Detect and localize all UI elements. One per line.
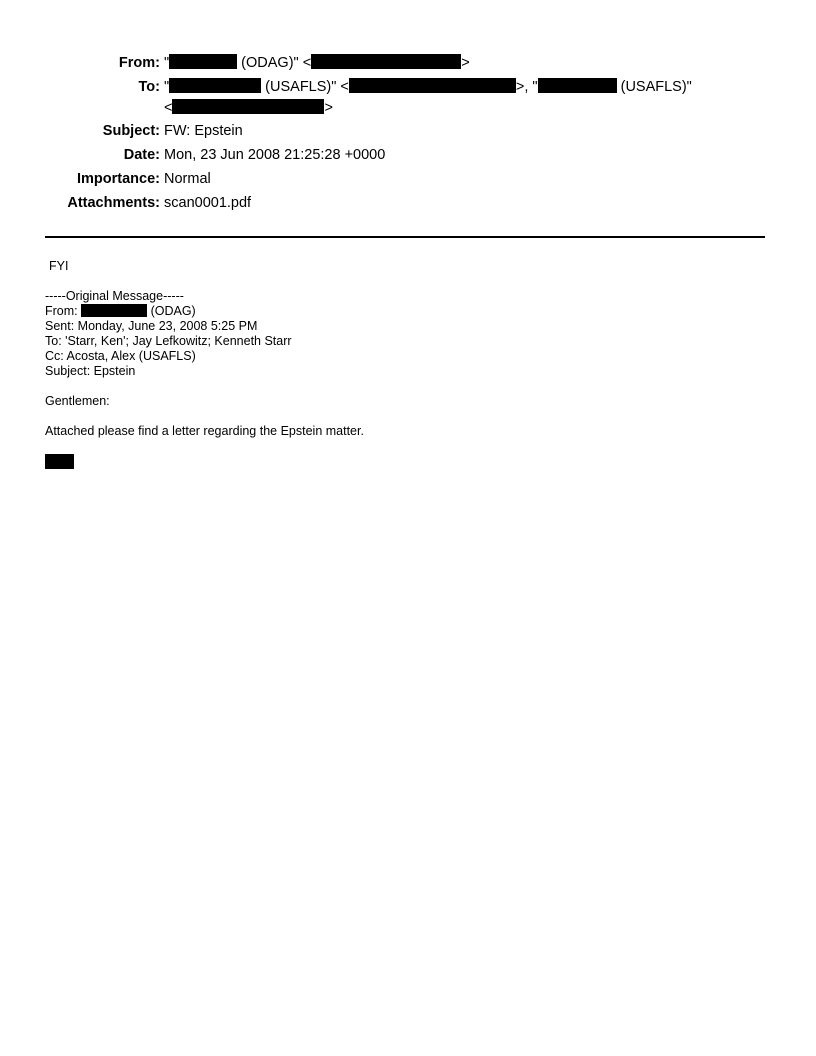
- original-from-suffix: (ODAG): [147, 304, 196, 318]
- to-open-quote: ": [164, 79, 170, 95]
- to-org-2: (USAFLS)": [616, 79, 692, 95]
- redaction-box: [311, 54, 461, 69]
- from-open-quote: ": [164, 55, 170, 71]
- subject-value: FW: Epstein: [164, 123, 243, 139]
- from-close: >: [461, 55, 470, 71]
- to-separator: >, ": [515, 79, 538, 95]
- redaction-box: [169, 54, 237, 69]
- to-line2-open: <: [164, 100, 173, 116]
- original-from-prefix: From:: [45, 304, 82, 318]
- attachment-file[interactable]: scan0001.pdf: [164, 195, 252, 211]
- importance-label: Importance:: [77, 171, 160, 187]
- to-row-continued: [0, 98, 816, 118]
- attachments-label: Attachments:: [67, 195, 160, 211]
- message-text: Attached please find a letter regarding the Epstein matter.: [45, 424, 364, 438]
- from-row: [0, 53, 816, 73]
- redaction-box: [81, 304, 147, 317]
- to-value: [164, 77, 692, 97]
- redaction-box: [538, 78, 617, 93]
- redaction-box: [349, 78, 516, 93]
- greeting: Gentlemen:: [45, 394, 110, 408]
- redaction-box: [172, 99, 324, 114]
- to-org-1: (USAFLS)" <: [261, 79, 349, 95]
- from-label: From:: [118, 55, 160, 71]
- original-message-marker: -----Original Message-----: [45, 289, 184, 303]
- subject-row: [0, 121, 816, 141]
- from-org: (ODAG)" <: [237, 55, 312, 71]
- redaction-box: [169, 78, 261, 93]
- signature-redaction: [45, 454, 74, 469]
- date-value: Mon, 23 Jun 2008 21:25:28 +0000: [164, 147, 386, 163]
- importance-value: Normal: [164, 171, 211, 187]
- original-sent: Sent: Monday, June 23, 2008 5:25 PM: [45, 319, 258, 333]
- to-row: [0, 77, 816, 97]
- subject-label: Subject:: [102, 123, 160, 139]
- original-cc: Cc: Acosta, Alex (USAFLS): [45, 349, 196, 363]
- original-from: [45, 304, 196, 319]
- original-to: To: 'Starr, Ken'; Jay Lefkowitz; Kenneth Starr: [45, 334, 292, 348]
- original-subject: Subject: Epstein: [45, 364, 136, 378]
- from-value: [164, 53, 470, 73]
- to-value-continued: [164, 98, 333, 118]
- to-label: To:: [138, 79, 160, 95]
- fyi-text: FYI: [49, 259, 69, 273]
- attachments-row: [0, 193, 816, 213]
- date-label: Date:: [123, 147, 160, 163]
- to-line2-close: >: [324, 100, 333, 116]
- header-divider: [45, 236, 765, 238]
- importance-row: [0, 169, 816, 189]
- date-row: [0, 145, 816, 165]
